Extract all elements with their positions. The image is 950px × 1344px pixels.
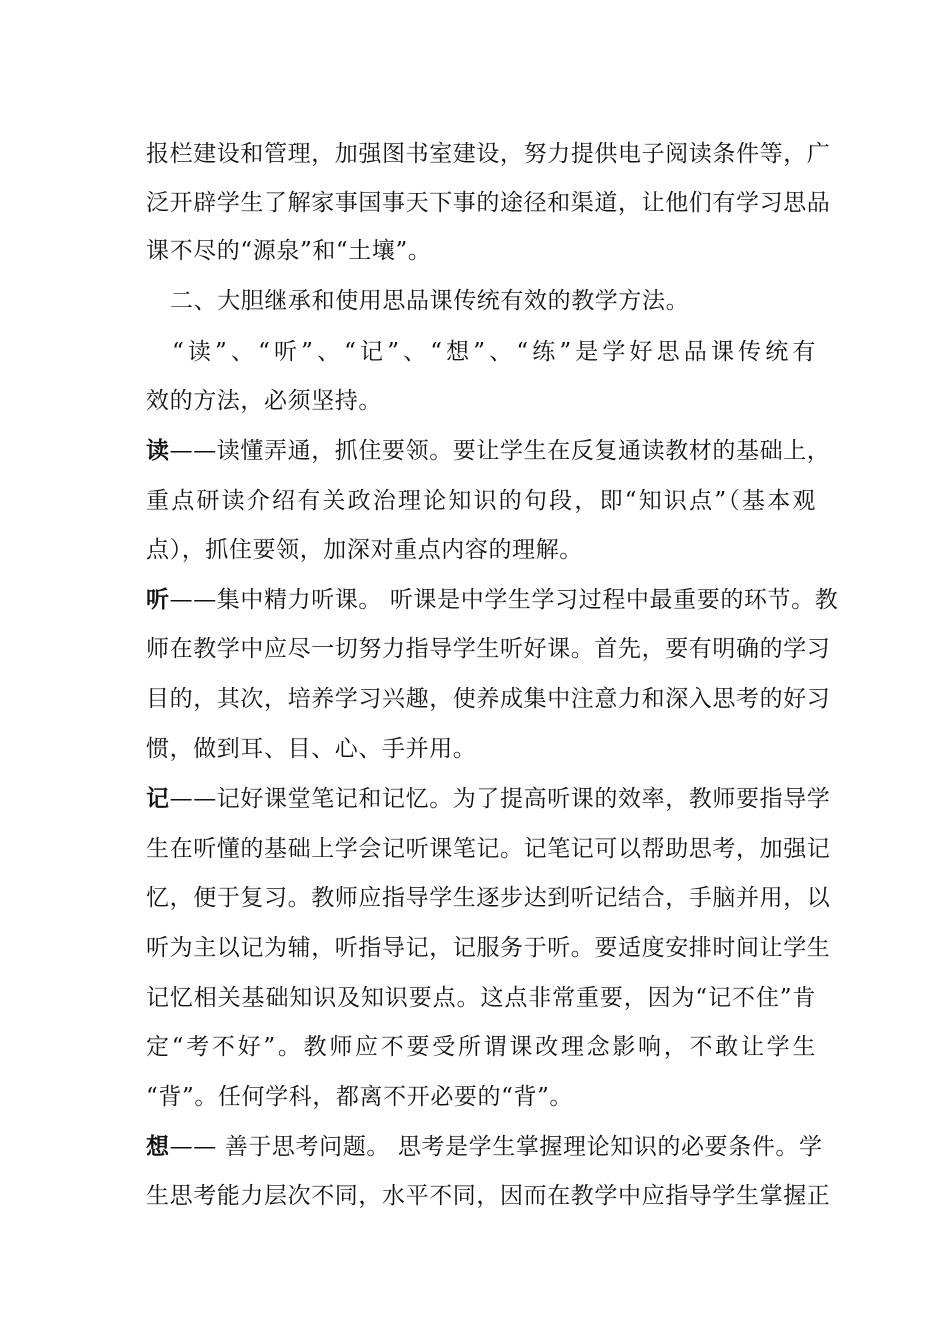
keyword-ji: 记 bbox=[146, 785, 170, 812]
paragraph-line: 忆，便于复习。教师应指导学生逐步达到听记结合，手脑并用，以 bbox=[146, 885, 831, 911]
paragraph-line: 目的，其次，培养学习兴趣，使养成集中注意力和深入思考的好习 bbox=[146, 686, 831, 712]
paragraph-line: 惯，做到耳、目、心、手并用。 bbox=[146, 736, 477, 762]
paragraph-line: 重点研读介绍有关政治理论知识的句段，即“知识点”（基本观 bbox=[146, 488, 816, 514]
item-xiang-line: 想—— 善于思考问题。 思考是学生掌握理论知识的必要条件。学 bbox=[146, 1133, 823, 1160]
paragraph-line: 师在教学中应尽一切努力指导学生听好课。首先，要有明确的学习 bbox=[146, 636, 831, 662]
keyword-xiang: 想 bbox=[146, 1133, 170, 1160]
paragraph-line: “背”。任何学科，都离不开必要的“背”。 bbox=[146, 1084, 574, 1110]
item-du-line: 读——读懂弄通，抓住要领。要让学生在反复通读教材的基础上， bbox=[146, 437, 831, 464]
paragraph-line: “读”、“听”、“记”、“想”、“练”是学好思品课传统有 bbox=[172, 339, 816, 365]
paragraph-line: 泛开辟学生了解家事国事天下事的途径和渠道，让他们有学习思品 bbox=[146, 190, 831, 216]
paragraph-line: 点），抓住要领，加深对重点内容的理解。 bbox=[146, 537, 583, 563]
paragraph-line: 听为主以记为辅，听指导记，记服务于听。要适度安排时间让学生 bbox=[146, 935, 831, 961]
item-ting-line: 听——集中精力听课。 听课是中学生学习过程中最重要的环节。教 bbox=[146, 586, 839, 613]
item-ji-line: 记——记好课堂笔记和记忆。为了提高听课的效率，教师要指导学 bbox=[146, 785, 831, 812]
paragraph-line: 定“考不好”。教师应不要受所谓课改理念影响，不敢让学生 bbox=[146, 1034, 816, 1060]
section-heading: 二、大胆继承和使用思品课传统有效的教学方法。 bbox=[170, 288, 690, 314]
keyword-ting: 听 bbox=[146, 586, 170, 613]
paragraph-line: 报栏建设和管理，加强图书室建设，努力提供电子阅读条件等，广 bbox=[146, 141, 831, 167]
keyword-du: 读 bbox=[146, 437, 170, 464]
paragraph-line: 生思考能力层次不同，水平不同，因而在教学中应指导学生掌握正 bbox=[146, 1183, 831, 1209]
paragraph-line: 效的方法，必须坚持。 bbox=[146, 388, 382, 414]
paragraph-line: 记忆相关基础知识及知识要点。这点非常重要，因为“记不住”肯 bbox=[146, 985, 816, 1011]
paragraph-line: 生在听懂的基础上学会记听课笔记。记笔记可以帮助思考，加强记 bbox=[146, 836, 831, 862]
paragraph-line: 课不尽的“源泉”和“土壤”。 bbox=[146, 238, 432, 264]
